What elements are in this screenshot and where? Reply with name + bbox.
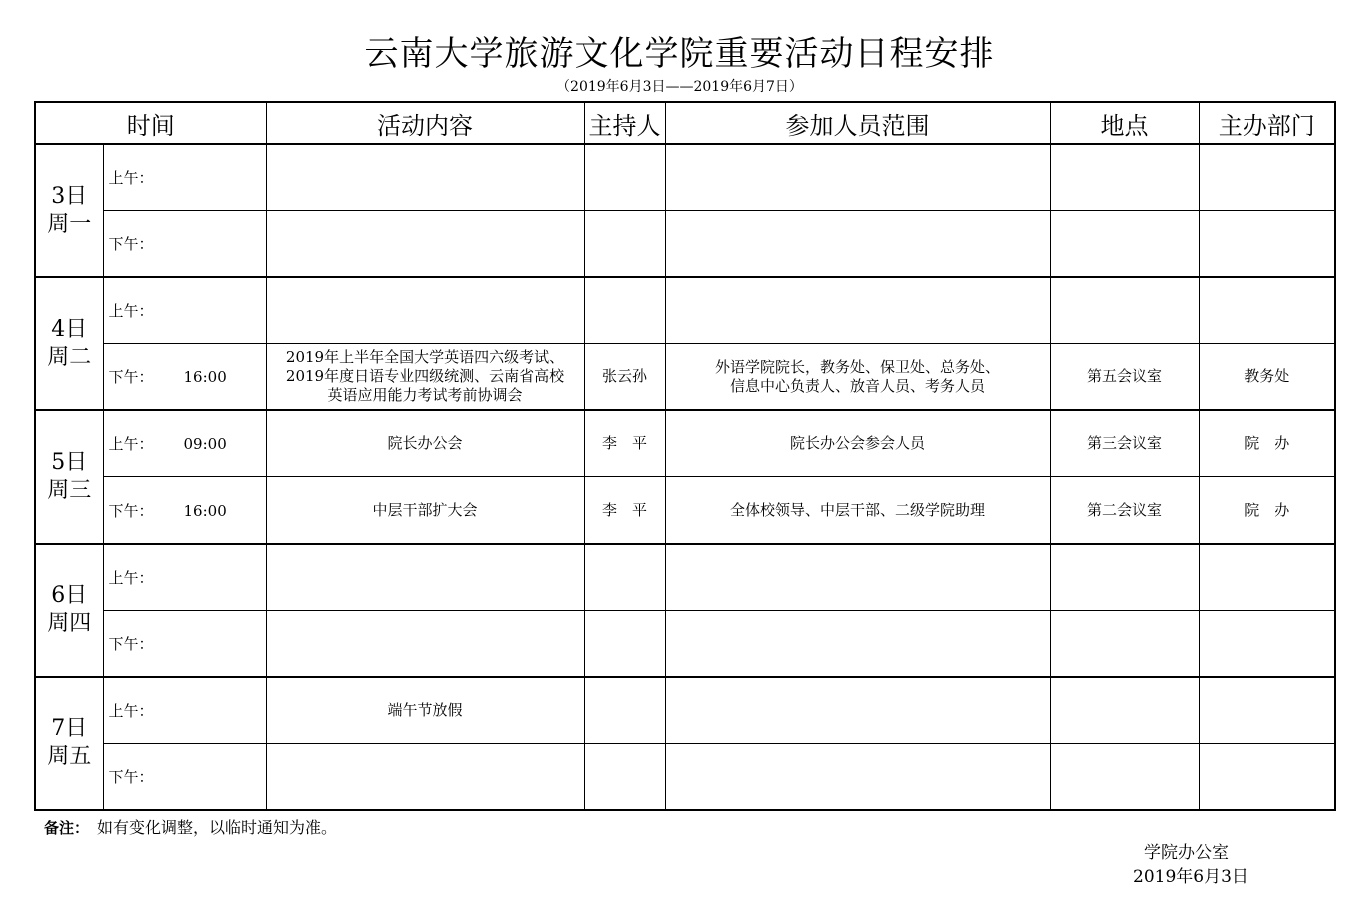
day-cell	[35, 144, 103, 277]
period-label: 上午：	[108, 568, 154, 587]
day-date: 3日	[51, 183, 88, 209]
period-cell	[103, 410, 266, 477]
table-row	[35, 410, 1335, 477]
host-cell: 李 平	[584, 410, 665, 477]
department-cell	[1199, 544, 1335, 611]
location-cell	[1050, 544, 1199, 611]
participants-cell: 全体校领导、中层干部、二级学院助理	[665, 477, 1050, 544]
day-weekday: 周四	[47, 611, 92, 637]
content-cell	[266, 544, 584, 611]
schedule-table	[34, 101, 1336, 811]
host-cell: 张云孙	[584, 344, 665, 411]
participants-cell	[665, 743, 1050, 810]
period-time: 09:00	[183, 435, 227, 454]
day-date: 5日	[51, 449, 88, 475]
date-range-subtitle: （2019年6月3日——2019年6月7日）	[556, 79, 803, 95]
table-row	[35, 344, 1335, 411]
content-cell	[266, 277, 584, 344]
day-cell	[35, 544, 103, 677]
department-cell	[1199, 610, 1335, 677]
location-cell	[1050, 610, 1199, 677]
period-label: 上午：	[108, 701, 154, 720]
day-weekday: 周一	[47, 211, 92, 237]
content-line: 2019年度日语专业四级统测、云南省高校	[285, 367, 565, 386]
day-weekday: 周二	[47, 344, 92, 370]
remark-text: 如有变化调整，以临时通知为准。	[97, 818, 338, 837]
signature-date: 2019年6月3日	[1133, 867, 1249, 887]
host-cell	[584, 544, 665, 611]
content-cell	[266, 344, 584, 411]
table-row	[35, 211, 1335, 278]
participants-line: 信息中心负责人、放音人员、考务人员	[729, 376, 985, 395]
period-cell	[103, 677, 266, 744]
content-cell	[266, 743, 584, 810]
participants-cell	[665, 610, 1050, 677]
host-cell	[584, 743, 665, 810]
participants-cell	[665, 544, 1050, 611]
table-row	[35, 144, 1335, 211]
period-time: 16:00	[183, 501, 227, 520]
table-row	[35, 677, 1335, 744]
location-cell	[1050, 277, 1199, 344]
content-line: 英语应用能力考试考前协调会	[327, 386, 523, 405]
content-cell	[266, 610, 584, 677]
department-cell: 教务处	[1199, 344, 1335, 411]
content-cell: 院长办公会	[266, 410, 584, 477]
location-cell: 第三会议室	[1050, 410, 1199, 477]
location-cell: 第五会议室	[1050, 344, 1199, 411]
period-cell	[103, 743, 266, 810]
content-cell: 中层干部扩大会	[266, 477, 584, 544]
remark-label: 备注：	[44, 819, 90, 837]
table-row	[35, 477, 1335, 544]
day-weekday: 周五	[47, 744, 92, 770]
host-cell	[584, 144, 665, 211]
day-cell	[35, 410, 103, 543]
header-host: 主持人	[584, 102, 665, 144]
location-cell	[1050, 211, 1199, 278]
participants-cell	[665, 677, 1050, 744]
period-cell	[103, 477, 266, 544]
day-date: 4日	[51, 316, 88, 342]
location-cell	[1050, 743, 1199, 810]
department-cell	[1199, 743, 1335, 810]
department-cell	[1199, 677, 1335, 744]
period-label: 下午：	[108, 767, 154, 786]
day-cell	[35, 277, 103, 410]
period-label: 下午：	[108, 634, 154, 653]
table-row	[35, 277, 1335, 344]
day-cell	[35, 677, 103, 810]
period-label: 上午：	[108, 169, 154, 188]
header-participants: 参加人员范围	[665, 102, 1050, 144]
period-cell	[103, 610, 266, 677]
participants-cell	[665, 211, 1050, 278]
table-row	[35, 743, 1335, 810]
remark-note	[44, 815, 337, 838]
header-content: 活动内容	[266, 102, 584, 144]
signature-office: 学院办公室	[1144, 843, 1229, 863]
participants-line: 外语学院院长，教务处、保卫处、总务处、	[714, 357, 1000, 376]
department-cell	[1199, 277, 1335, 344]
location-cell	[1050, 144, 1199, 211]
host-cell	[584, 677, 665, 744]
content-line: 2019年上半年全国大学英语四六级考试、	[285, 348, 565, 367]
period-label: 下午：	[108, 235, 154, 254]
content-cell	[266, 211, 584, 278]
participants-cell: 院长办公会参会人员	[665, 410, 1050, 477]
host-cell	[584, 211, 665, 278]
participants-cell	[665, 344, 1050, 411]
content-cell	[266, 144, 584, 211]
content-cell: 端午节放假	[266, 677, 584, 744]
period-cell	[103, 211, 266, 278]
period-cell	[103, 144, 266, 211]
period-label: 下午：	[108, 368, 154, 387]
table-row	[35, 544, 1335, 611]
host-cell: 李 平	[584, 477, 665, 544]
header-location: 地点	[1050, 102, 1199, 144]
page-title: 云南大学旅游文化学院重要活动日程安排	[364, 34, 995, 74]
period-time: 16:00	[183, 368, 227, 387]
day-weekday: 周三	[47, 477, 92, 503]
period-cell	[103, 277, 266, 344]
host-cell	[584, 610, 665, 677]
header-time: 时间	[35, 102, 266, 144]
period-label: 上午：	[108, 435, 154, 454]
period-cell	[103, 544, 266, 611]
day-date: 6日	[51, 583, 88, 609]
table-row	[35, 610, 1335, 677]
day-date: 7日	[51, 716, 88, 742]
period-cell	[103, 344, 266, 411]
period-label: 上午：	[108, 302, 154, 321]
participants-cell	[665, 277, 1050, 344]
participants-cell	[665, 144, 1050, 211]
header-department: 主办部门	[1199, 102, 1335, 144]
period-label: 下午：	[108, 501, 154, 520]
header-row	[35, 102, 1335, 144]
host-cell	[584, 277, 665, 344]
department-cell	[1199, 144, 1335, 211]
location-cell: 第二会议室	[1050, 477, 1199, 544]
department-cell: 院 办	[1199, 410, 1335, 477]
department-cell: 院 办	[1199, 477, 1335, 544]
location-cell	[1050, 677, 1199, 744]
department-cell	[1199, 211, 1335, 278]
